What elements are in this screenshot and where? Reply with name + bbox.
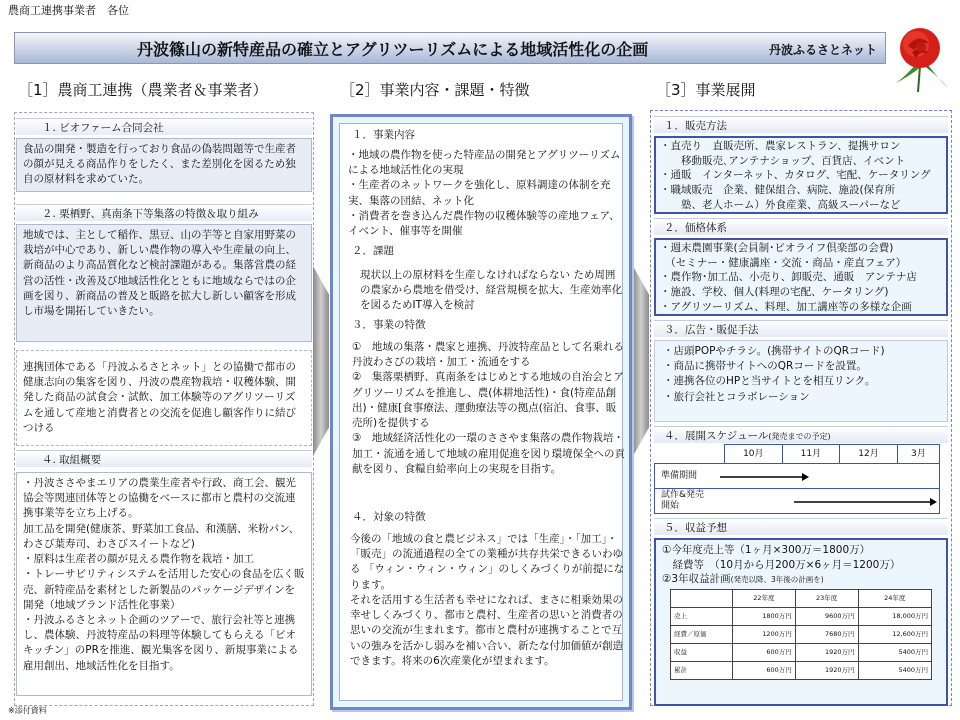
- revenue-plan-title: ②3年収益計画: [662, 573, 731, 586]
- table-row: [671, 608, 932, 626]
- revenue-plan-note: (発売以降、3年後の計画を): [730, 575, 824, 585]
- schedule-heading: ４．展開スケジュール: [664, 430, 769, 442]
- schedule-arrow-head: [930, 498, 937, 506]
- fiscal-year-header: 24年度: [858, 590, 931, 608]
- row-label: 累計: [671, 662, 733, 680]
- table-cell: 5400万円: [858, 644, 931, 662]
- table-cell: 9600万円: [795, 608, 858, 626]
- column-heading-center: ［2］事業内容・課題・特徴: [340, 81, 530, 99]
- table-cell: 1200万円: [733, 626, 796, 644]
- month-header: 12月: [840, 445, 898, 464]
- fiscal-year-header: 22年度: [733, 590, 796, 608]
- arrow-right-shape: [633, 266, 649, 456]
- center-heading-2: ２．課題: [352, 245, 394, 257]
- table-cell: 5400万円: [858, 662, 931, 680]
- month-header: 3月: [897, 445, 939, 464]
- page-title: 丹波篠山の新特産品の確立とアグリツーリズムによる地域活性化の企画: [137, 40, 649, 59]
- schedule-note: (発売までの予定): [768, 432, 831, 441]
- center-text-3: ① 地域の集落・農家と連携、丹波特産品として名乗れる丹波わさびの栽培・加工・流通をする ② 集落栗栖野、真南条をはじめとする地域の自治会とアグリツーリズムを推進し、農(体耕地活性)・食(特産品創出)・健康[食事療法、運動療法等の拠点(宿泊、食事、販売所)を提供する ③ 地域経済活性化の一環のささやま集落の農作物栽培・加工・流通を通して地域の雇用促進を図り環境保全への貢献を図り、食糧自給率向上の実現を目指す。: [352, 341, 625, 475]
- schedule-arrows: [654, 444, 940, 516]
- rose-icon: [888, 22, 952, 92]
- row-label: 売上: [671, 608, 733, 626]
- schedule-row-label-line: 試作&発売: [661, 490, 705, 501]
- center-panel: [330, 114, 632, 710]
- table-cell: 7680万円: [795, 626, 858, 644]
- table-cell: 600万円: [733, 644, 796, 662]
- right-section-2-heading: ２．価格体系: [654, 218, 948, 235]
- left-section-3-text: 連携団体である「丹波ふるさとネット」との協働で都市の健康志向の集客を図り、丹波の農産物栽培・収穫体験、開発した商品の試食会・試飲、加工体験等のアグリツーリズムを通して産地と消費者との交流を促進し顧客作りに結びつける: [23, 361, 296, 434]
- revenue-line-1: ①今年度売上等（1ヶ月×300万＝1800万）: [662, 544, 871, 556]
- left-section-1-text: 食品の開発・製造を行っており食品の偽装問題等で生産者の顔が見える商品作りをしたく、また差別化を図るため独自の原材料を求めていた。: [16, 138, 312, 192]
- right-section-3-text: ・店頭POPやチラシ。(携帯サイトのQRコード) ・商品に携帯サイトへのQRコードを設置。 ・連携各位のHPと当サイトとを相互リンク。 ・旅行会社とコラボレーション: [654, 340, 948, 422]
- row-label: 経費／原価: [671, 626, 733, 644]
- left-section-4-heading: ４. 取組概要: [16, 450, 312, 467]
- center-content: [339, 123, 623, 701]
- organization-name: 丹波ふるさとネット: [768, 43, 877, 57]
- table-cell: 18,000万円: [858, 608, 931, 626]
- revenue-box: [654, 538, 948, 706]
- table-row: [671, 644, 932, 662]
- center-heading-1: １．事業内容: [352, 129, 415, 141]
- left-section-2-heading: ２. 栗栖野、真南条下等集落の特徴＆取り組み: [16, 204, 312, 221]
- schedule-arrow-head: [802, 473, 809, 481]
- revenue-plan-heading: [662, 572, 940, 587]
- table-cell: 1920万円: [795, 662, 858, 680]
- center-text-2: 現状以上の原材料を生産しなければならない ため周囲の農家から農地を借受け、経営規模を拡大、生産効率化を図るためIT導入を検討: [360, 269, 623, 312]
- table-cell: 1800万円: [733, 608, 796, 626]
- left-section-2-text: 地域では、主として稲作、黒豆、山の芋等と自家用野菜の栽培が中心であり、新しい農作物の導入や生産量の向上、新商品のより高品質化など検討課題がある。集落営農の経営の活性・改善及び地域活性化とともに地域ならではの企画を図り、新商品の普及と販路を拡大し新しい顧客を形成し市場を開拓していきたい。: [16, 224, 312, 342]
- title-banner: [14, 32, 886, 64]
- right-section-2-text: ・週末農園事業(会員制･ビオライフ倶楽部の会費) （セミナー・健康講座・交流・商品・産直フェア） ・農作物･加工品、小売り、卸販売、通販 アンテナ店 ・施設、学校、個人(料理の宅配、ケータリング) ・アグリツーリズム、料理、加工講座等の多様な企画: [654, 238, 948, 316]
- center-heading-3: ３．事業の特徴: [352, 319, 426, 331]
- right-section-4-heading: [654, 426, 948, 443]
- table-row: [671, 626, 932, 644]
- footnote: ※添付資料: [8, 706, 47, 715]
- table-cell: 12,600万円: [858, 626, 931, 644]
- center-heading-4: ４．対象の特徴: [352, 511, 426, 523]
- left-section-3-box: [16, 350, 312, 446]
- center-text-1: ・地域の農作物を使った特産品の開発とアグリツーリズムによる地域活性化の実現 ・生産者のネットワークを強化し、原料調達の体制を充実、集落の団結、ネット化 ・消費者を巻き込んだ農作物の収穫体験等の産地フェア、イベント、催事等を開催: [348, 149, 621, 238]
- month-header: 10月: [725, 445, 783, 464]
- row-label: 収益: [671, 644, 733, 662]
- right-section-3-heading: ３．広告・販促手法: [654, 320, 948, 337]
- left-section-1-heading: １. ビオファーム合同会社: [16, 118, 312, 135]
- table-cell: 1920万円: [795, 644, 858, 662]
- schedule-row-label: 準備期間: [655, 464, 725, 489]
- revenue-line-2: 経費等 （10月から月200万×6ヶ月＝1200万）: [662, 558, 901, 571]
- left-section-4-text: ・丹波ささやまエリアの農業生産者や行政、商工会、観光協会等関連団体等との協働をベースに都市と農村の交流連携事業等を立ち上げる。 加工品を開発(健康茶、野菜加工食品、和漢膳、米粉パン、わさび葉寿司、わさびスイートなど) ・原料は生産者の顔が見える農作物を栽培・加工 ・トレーサビリティシステムを活用した安心の食品を広く販売、新特産品を素材とした新製品のパッケージデザインを開発（地域ブランド活性化事業） ・丹波ふるさとネット企画のツアーで、旅行会社等と連携し、農体験、丹波特産品の料理等体験してもらえる「ビオキッチン」のPRを推進、観光集客を図り、新規事業による雇用創出、地域活性化を目指す。: [16, 472, 312, 696]
- arrow-right-shape: [313, 266, 329, 456]
- center-text-4: 今後の「地域の食と農ビジネス」では「生産」・「加工」・「販売」の流通過程の全ての業種が共存共栄できるいわゆる 「ウィン・ウィン・ウィン」のしくみづくりが前提になります。 それを活用する生活者も幸せになれば、まさに相乗効果の幸せしくみづくり、都市と農村、生産者の思いと消費者の思いの交流が生まれます。都市と農村が連携することで互いの強みを活かし弱みを補い合い、新たな付加価値が創造できます。将来の6次産業化が望まれます。: [350, 533, 625, 667]
- right-section-5-heading: ５．収益予想: [654, 518, 948, 535]
- revenue-plan-table: [670, 589, 932, 680]
- schedule-table-wrap: [654, 444, 940, 516]
- month-header: 11月: [782, 445, 840, 464]
- audience-line: 農商工連携事業者 各位: [8, 4, 129, 17]
- column-heading-right: ［3］事業展開: [656, 81, 756, 99]
- fiscal-year-header: 23年度: [795, 590, 858, 608]
- table-row: [671, 662, 932, 680]
- schedule-row-label-line: 開始: [661, 501, 680, 511]
- column-heading-left: ［1］農商工連携（農業者＆事業者）: [18, 81, 268, 99]
- right-section-1-text: ・直売り 直販売所、農家レストラン、提携サロン 移動販売､アンテナショップ、百貨店、イベント ・通販 インターネット、カタログ、宅配、ケータリング ・職域販売 企業、健保組合、病院、施設(保育所 塾、老人ホーム）外食産業、高級スーパーなど: [654, 136, 948, 214]
- table-cell: 600万円: [733, 662, 796, 680]
- right-section-1-heading: １．販売方法: [654, 116, 948, 133]
